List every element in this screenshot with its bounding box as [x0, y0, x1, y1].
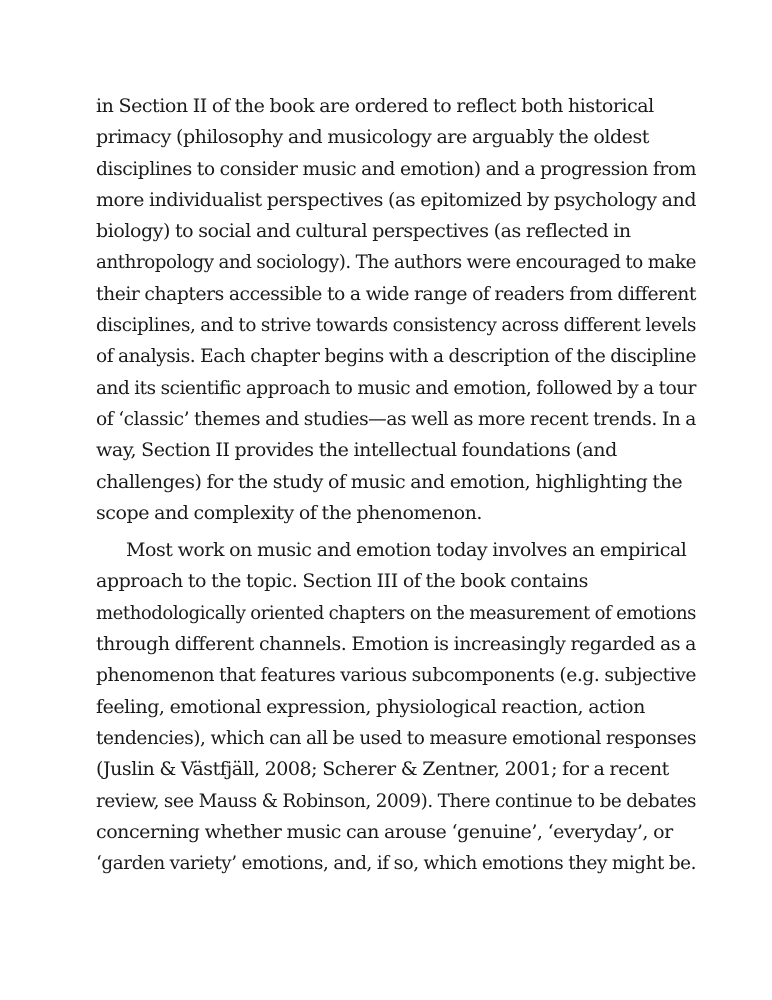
paragraph-line: phenomenon that features various subcomponents (e.g. subjective: [96, 664, 697, 687]
paragraph-line: methodologically oriented chapters on the measurement of emotions: [96, 601, 697, 624]
paragraph-line: and its scientific approach to music and emotion, followed by a tour: [96, 376, 697, 399]
paragraph-line: challenges) for the study of music and emotion, highlighting the: [96, 470, 683, 493]
paragraph-line: their chapters accessible to a wide range of readers from different: [96, 282, 697, 305]
paragraph-line: of ‘classic’ themes and studies—as well as more recent trends. In a: [96, 407, 696, 430]
paragraph-line: disciplines, and to strive towards consistency across different levels: [96, 314, 696, 337]
paragraph-line: scope and complexity of the phenomenon.: [96, 501, 482, 524]
paragraph-line: ‘garden variety’ emotions, and, if so, which emotions they might be.: [96, 852, 697, 875]
paragraph-line: Most work on music and emotion today involves an empirical: [126, 539, 687, 562]
paragraph-line: biology) to social and cultural perspectives (as reflected in: [96, 220, 631, 243]
paragraph-line: in Section II of the book are ordered to reflect both historical: [96, 95, 654, 117]
paragraph-line: tendencies), which can all be used to measure emotional responses: [96, 726, 697, 749]
paragraph-line: review, see Mauss & Robinson, 2009). There continue to be debates: [96, 789, 697, 812]
body-text: [96, 91, 696, 879]
paragraph-line: (Juslin & Västfjäll, 2008; Scherer & Zentner, 2001; for a recent: [96, 758, 669, 781]
paragraph-line: anthropology and sociology). The authors were encouraged to make: [96, 251, 697, 274]
paragraph-2: [96, 535, 696, 879]
paragraph-line: approach to the topic. Section III of the book contains: [96, 570, 588, 593]
paragraph-line: concerning whether music can arouse ‘genuine’, ‘everyday’, or: [96, 820, 673, 843]
paragraph-line: way, Section II provides the intellectual foundations (and: [96, 439, 617, 462]
paragraph-line: of analysis. Each chapter begins with a description of the discipline: [96, 345, 696, 368]
paragraph-line: through different channels. Emotion is increasingly regarded as a: [96, 633, 696, 656]
paragraph-line: disciplines to consider music and emotion) and a progression from: [96, 157, 697, 180]
paragraph-line: feeling, emotional expression, physiological reaction, action: [96, 695, 645, 718]
paragraph-line: primacy (philosophy and musicology are arguably the oldest: [96, 126, 649, 149]
paragraph-line: more individualist perspectives (as epitomized by psychology and: [96, 188, 697, 211]
paragraph-1: [96, 91, 696, 529]
